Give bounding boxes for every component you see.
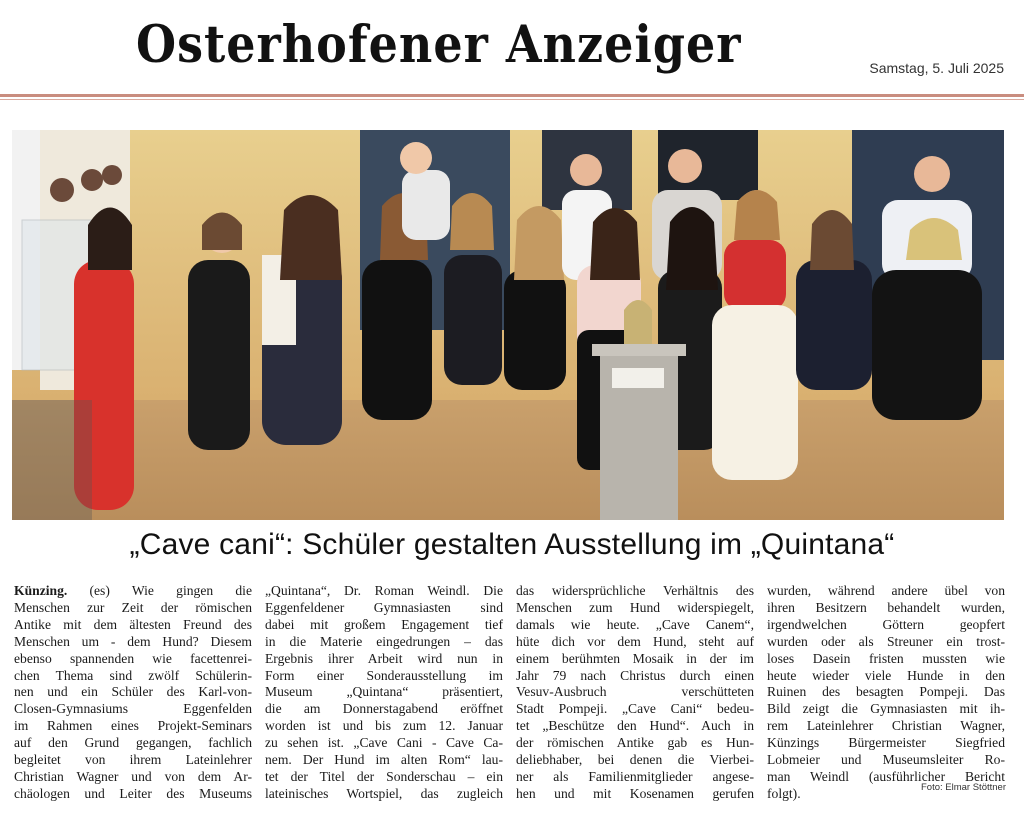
- column-line: loses Dasein fristen mussten wie: [767, 650, 1005, 666]
- column-line: man Weindl (ausführlicher Bericht: [767, 768, 1005, 784]
- column-line: „Quintana“, Dr. Roman Weindl. Die: [265, 583, 503, 598]
- issue-date: Samstag, 5. Juli 2025: [869, 60, 1004, 76]
- column-line: der römischen Antike gab es Hun-: [516, 735, 754, 751]
- column-line: Closen-Gymnasiums Eggenfelden: [14, 701, 252, 717]
- column-line: begleitet von ihrem Lateinlehrer: [14, 752, 252, 768]
- column-line: Antike mit dem ältesten Freund des: [14, 616, 252, 632]
- column-line: Menschen um - dem Hund? Diesem: [14, 633, 252, 649]
- column-line: tet der Titel der Sonderschau – ein: [265, 768, 503, 784]
- photo-credit: Foto: Elmar Stöttner: [920, 782, 1006, 793]
- newspaper-title: Osterhofener Anzeiger: [136, 14, 742, 75]
- dateline: Künzing.: [14, 583, 68, 598]
- column-line: Künzings Bürgermeister Siegfried: [767, 735, 1005, 751]
- article-column-1: [14, 583, 252, 803]
- column-line: folgt).: [767, 785, 801, 801]
- column-line: heute wieder viele Hunde in den: [767, 667, 1005, 683]
- column-line: Bild zeigt die Gymnasiasten mit ih-: [767, 701, 1005, 717]
- column-line: rem Lateinlehrer Christian Wagner,: [767, 718, 1005, 734]
- column-line: Eggenfeldener Gymnasiasten sind: [265, 599, 503, 615]
- column-line: nen und ein Schüler des Karl-von-: [14, 684, 252, 700]
- column-line: auf den Grund gegangen, fachlich: [14, 735, 252, 751]
- column-line: lateinisches Wortspiel, das zugleich: [265, 785, 503, 801]
- column-line: Ergebnis ihrer Arbeit wird nun in: [265, 650, 503, 666]
- column-line: Ruinen des besagten Pompeji. Das: [767, 684, 1005, 700]
- column-line: worden ist und bis zum 12. Januar: [265, 718, 503, 734]
- column-line: im Rahmen eines Projekt-Seminars: [14, 718, 252, 734]
- column-line: zu sehen ist. „Cave Cani - Cave Ca-: [265, 735, 503, 751]
- column-line: Form einer Sonderausstellung im: [265, 667, 503, 683]
- column-line: Menschen zur Zeit der römischen: [14, 599, 252, 615]
- masthead-rule: [0, 94, 1024, 97]
- column-line: dabei mit großem Engagement tief: [265, 616, 503, 632]
- column-line: irgendwelchen Göttern geopfert: [767, 616, 1005, 632]
- column-line: das widersprüchliche Verhältnis des: [516, 583, 754, 598]
- column-line: hen und mit Kosenamen gerufen: [516, 785, 754, 801]
- column-line: tet „Beschütze den Hund“. Auch in: [516, 718, 754, 734]
- article-body: [14, 583, 1008, 815]
- column-line-text: (es) Wie gingen die: [67, 583, 252, 598]
- article-column-2: [265, 583, 503, 803]
- column-line: Museum „Quintana“ präsentiert,: [265, 684, 503, 700]
- column-line: [14, 583, 252, 600]
- column-line: chen Thema sind zwölf Schülerin-: [14, 667, 252, 683]
- column-line: deliebhaber, bei denen die Vierbei-: [516, 752, 754, 768]
- column-line: nem. Der Hund im alten Rom“ lau-: [265, 752, 503, 768]
- column-line: ihren Besitzern behandelt wurden,: [767, 599, 1005, 615]
- column-line: damals wie heute. „Cave Canem“,: [516, 616, 754, 632]
- column-line: Lobmeier und Museumsleiter Ro-: [767, 752, 1005, 768]
- column-line: die am Donnerstagabend eröffnet: [265, 701, 503, 717]
- article-headline: „Cave cani“: Schüler gestalten Ausstellung im „Quintana“: [129, 528, 895, 561]
- column-line: in die Materie eingedrungen – das: [265, 633, 503, 649]
- column-line: Christian Wagner und von dem Ar-: [14, 768, 252, 784]
- group-photo-illustration: [12, 130, 1004, 520]
- column-line: wurden, während andere übel von: [767, 583, 1005, 598]
- column-line: einem berühmten Mosaik in der im: [516, 650, 754, 666]
- column-line: ner als Familienmitglieder angese-: [516, 768, 754, 784]
- group-photo: [12, 130, 1004, 520]
- column-line: ebenso spannenden wie facettenrei-: [14, 650, 252, 666]
- column-line: Menschen zum Hund widerspiegelt,: [516, 599, 754, 615]
- column-line: wurden oder als Streuner ein trost-: [767, 633, 1005, 649]
- column-line: Vesuv-Ausbruch verschütteten: [516, 684, 754, 700]
- column-line: chäologen und Leiter des Museums: [14, 785, 252, 801]
- masthead-rule-thin: [0, 99, 1024, 100]
- masthead: [0, 0, 1024, 104]
- column-line: Stadt Pompeji. „Cave Cani“ bedeu-: [516, 701, 754, 717]
- article-column-4: [767, 583, 1005, 803]
- column-line: hüte dich vor dem Hund, steht auf: [516, 633, 754, 649]
- article-column-3: [516, 583, 754, 803]
- column-line: Jahr 79 nach Christus durch einen: [516, 667, 754, 683]
